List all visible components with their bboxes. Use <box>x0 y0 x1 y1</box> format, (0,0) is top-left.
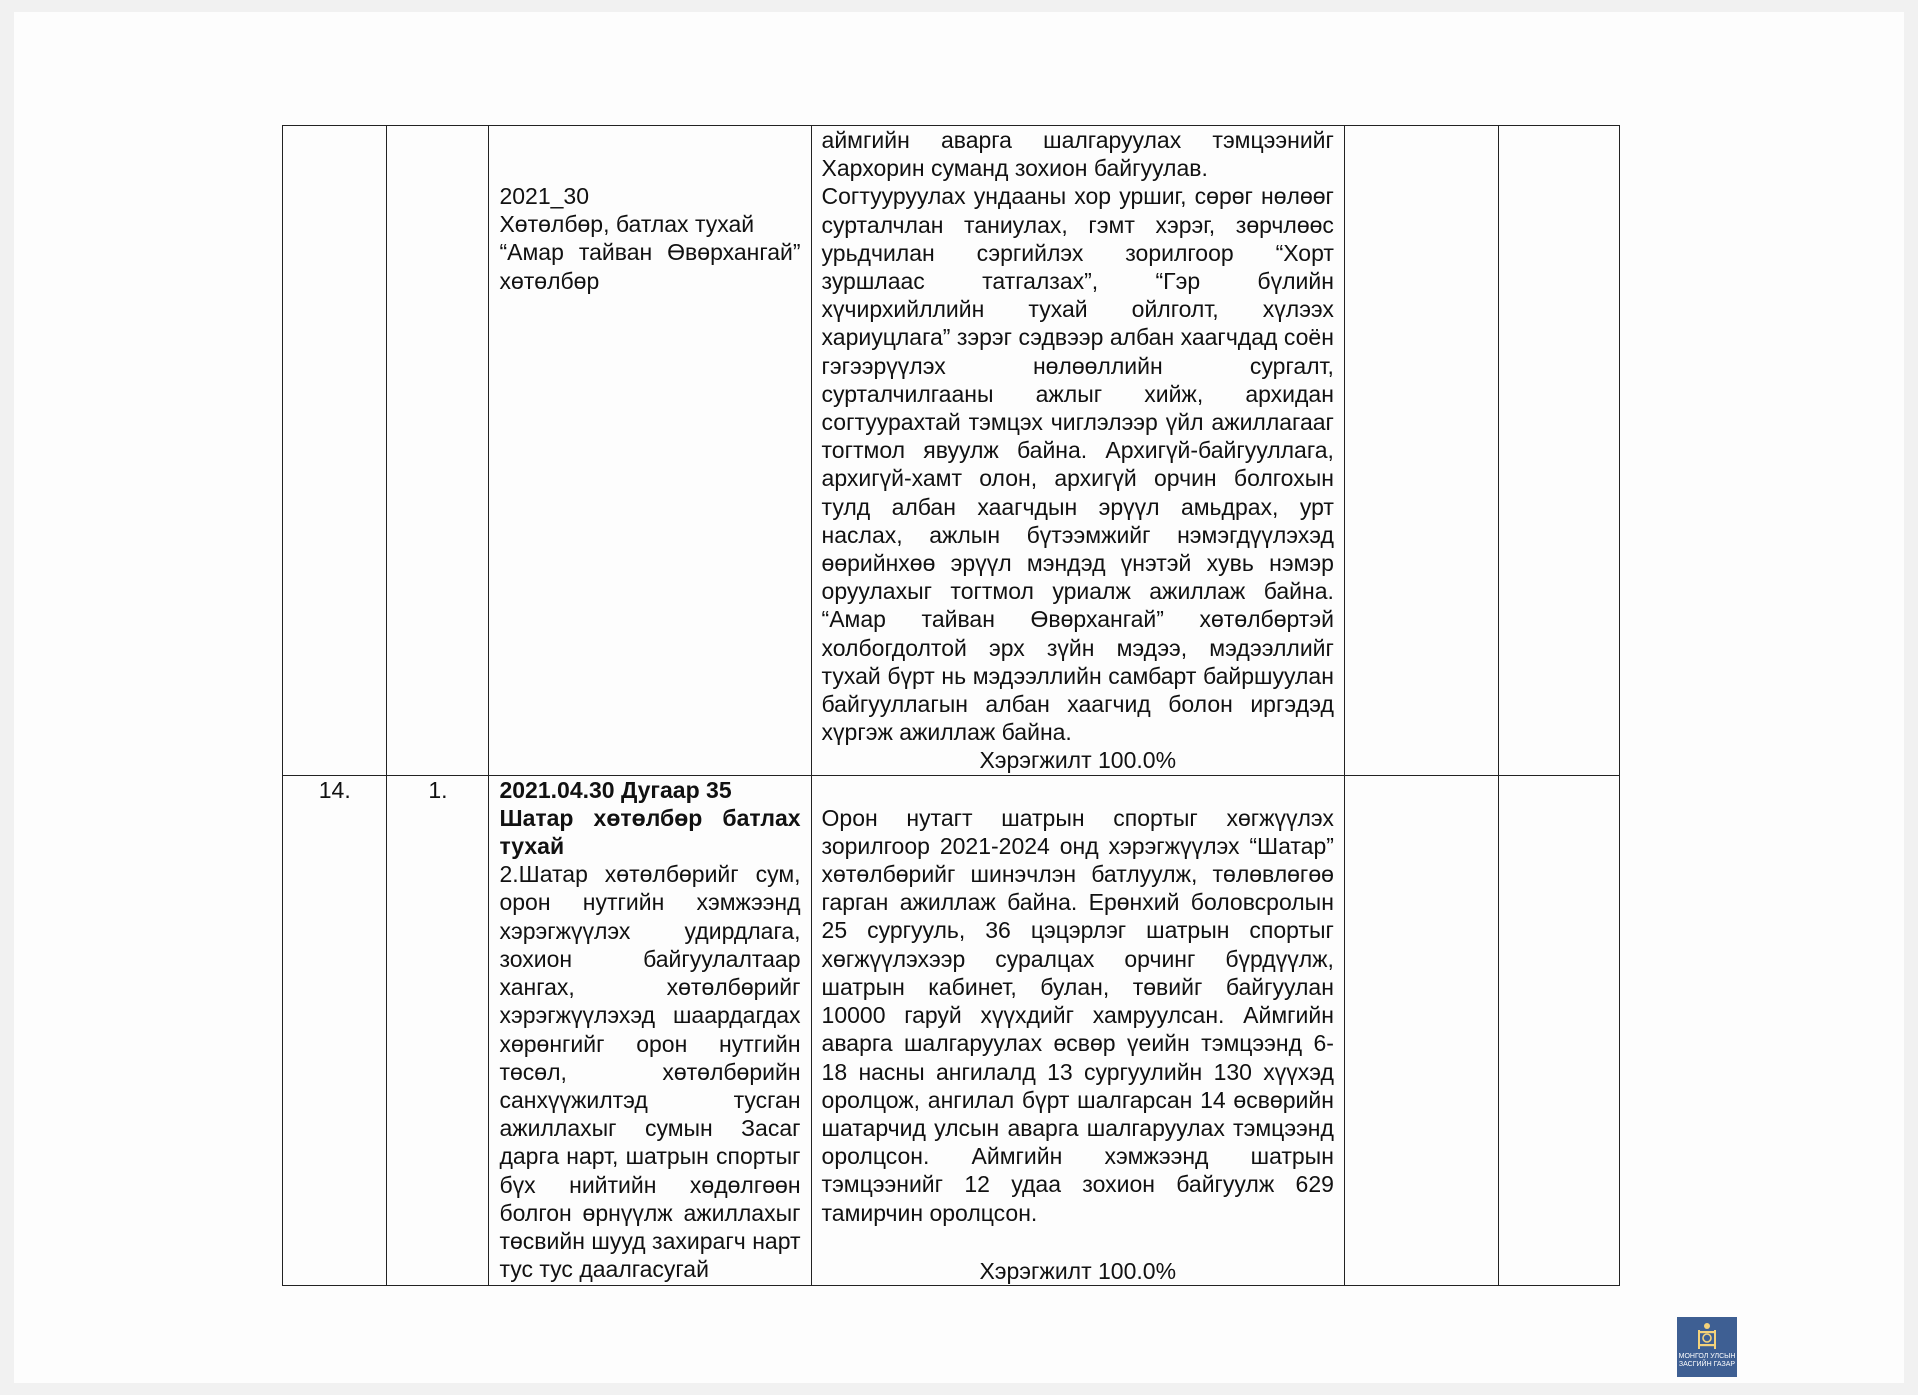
decree-number: 2021_30 <box>499 183 590 209</box>
report-cell <box>811 775 1344 1285</box>
sub-number-cell: 1. <box>387 775 489 1285</box>
empty-cell <box>1498 126 1619 776</box>
report-paragraph: Согтууруулах ундааны хор уршиг, сөрөг нөлөөг сурталчлан таниулах, гэмт хэрэг, зөрчлөөс урьдчилан сэргийлэх зорилгоор “Хорт зуршлаас татгалзах”, “Гэр бүлийн хүчирхийллийн тухай ойлголт, хүлээх хариуцлага” зэрэг сэдвээр албан хаагчдад соён гэгээрүүлэх нөлөөллийн сургалт, сурталчилгааны ажлыг хийж, архидан согтуурахтай тэмцэх чиглэлээр үйл ажиллагааг тогтмол явуулж байна. Архигүй-байгууллага, архигүй-хамт олон, архигүй орчин болгохын тулд албан хаагчдын эрүүл амьдрах, урт наслах, ажлын бүтээмжийг нэмэгдүүлэхэд өөрийнхөө эрүүл мэндэд үнэтэй хувь нэмэр оруулахыг тогтмол уриалж ажиллаж байна. “Амар тайван Өвөрхангай” хөтөлбөртэй холбогдолтой эрх зүйн мэдээ, мэдээллийг тухай бүрт нь мэдээллийн самбарт байршуулан байгууллагын албан хаагчид болон иргэдэд хүргэж ажиллаж байна. <box>821 183 1334 746</box>
empty-cell <box>1344 775 1498 1285</box>
sub-number-cell <box>387 126 489 776</box>
report-cell <box>811 126 1344 776</box>
implementation-status: Хэрэгжилт 100.0% <box>979 1257 1177 1284</box>
government-emblem <box>1677 1317 1737 1377</box>
emblem-caption: МОНГОЛ УЛСЫН ЗАСГИЙН ГАЗАР <box>1678 1353 1736 1368</box>
soyombo-icon <box>1696 1322 1718 1352</box>
row-number-cell <box>283 126 387 776</box>
implementation-status: Хэрэгжилт 100.0% <box>979 747 1177 774</box>
table-row <box>283 126 1620 776</box>
table-row <box>283 775 1620 1285</box>
report-paragraph: Орон нутагт шатрын спортыг хөгжүүлэх зорилгоор 2021-2024 онд хэрэгжүүлэх “Шатар” хөтөлбөрийг шинэчлэн батлуулж, төлөвлөгөө гарган ажиллаж байна. Ерөнхий боловсролын 25 сургууль, 36 цэцэрлэг шатрын спортыг хөгжүүлэхээр суралцах орчинг бүрдүүлж, шатрын кабинет, булан, төвийг байгуулан 10000 гаруй хүүхдийг хамруулсан. Аймгийн аварга шалгаруулах өсвөр үеийн тэмцээнд 6-18 насны ангилалд 13 сургуулийн 130 хүүхэд оролцож, ангилал бүрт шалгарсан 14 өсвөрийн шатарчид улсын аварга шалгаруулах тэмцээнд оролцсон. Аймгийн хэмжээнд шатрын тэмцээнийг 12 удаа зохион байгуулж 629 тамирчин оролцсон. <box>821 804 1334 1226</box>
decree-date-number: 2021.04.30 Дугаар 35 <box>499 776 732 803</box>
report-table <box>282 125 1620 1286</box>
row-number-cell: 14. <box>283 775 387 1285</box>
decree-cell <box>489 126 811 776</box>
empty-cell <box>1498 775 1619 1285</box>
decree-title: Хөтөлбөр, батлах тухай <box>499 211 755 238</box>
report-paragraph: аймгийн аварга шалгаруулах тэмцээнийг Хархорин суманд зохион байгуулав. <box>821 127 1334 182</box>
empty-cell <box>1344 126 1498 776</box>
decree-program-name: “Амар тайван Өвөрхангай” хөтөлбөр <box>499 239 801 294</box>
decree-cell <box>489 775 811 1285</box>
decree-title: Шатар хөтөлбөр батлах тухай <box>499 804 801 860</box>
decree-body: 2.Шатар хөтөлбөрийг сум, орон нутгийн хэмжээнд хэрэгжүүлэх удирдлага, зохион байгуулалтаар хангах, хөтөлбөрийг хэрэгжүүлэхэд шаардагдах хөрөнгийг орон нутгийн төсөл, хөтөлбөрийн санхүүжилтэд тусган ажиллахыг сумын Засаг дарга нарт, шатрын спортыг бүх нийтийн хөдөлгөөн болгон өрнүүлж ажиллахыг төсвийн шууд захирагч нарт тус тус даалгасугай <box>499 861 801 1283</box>
